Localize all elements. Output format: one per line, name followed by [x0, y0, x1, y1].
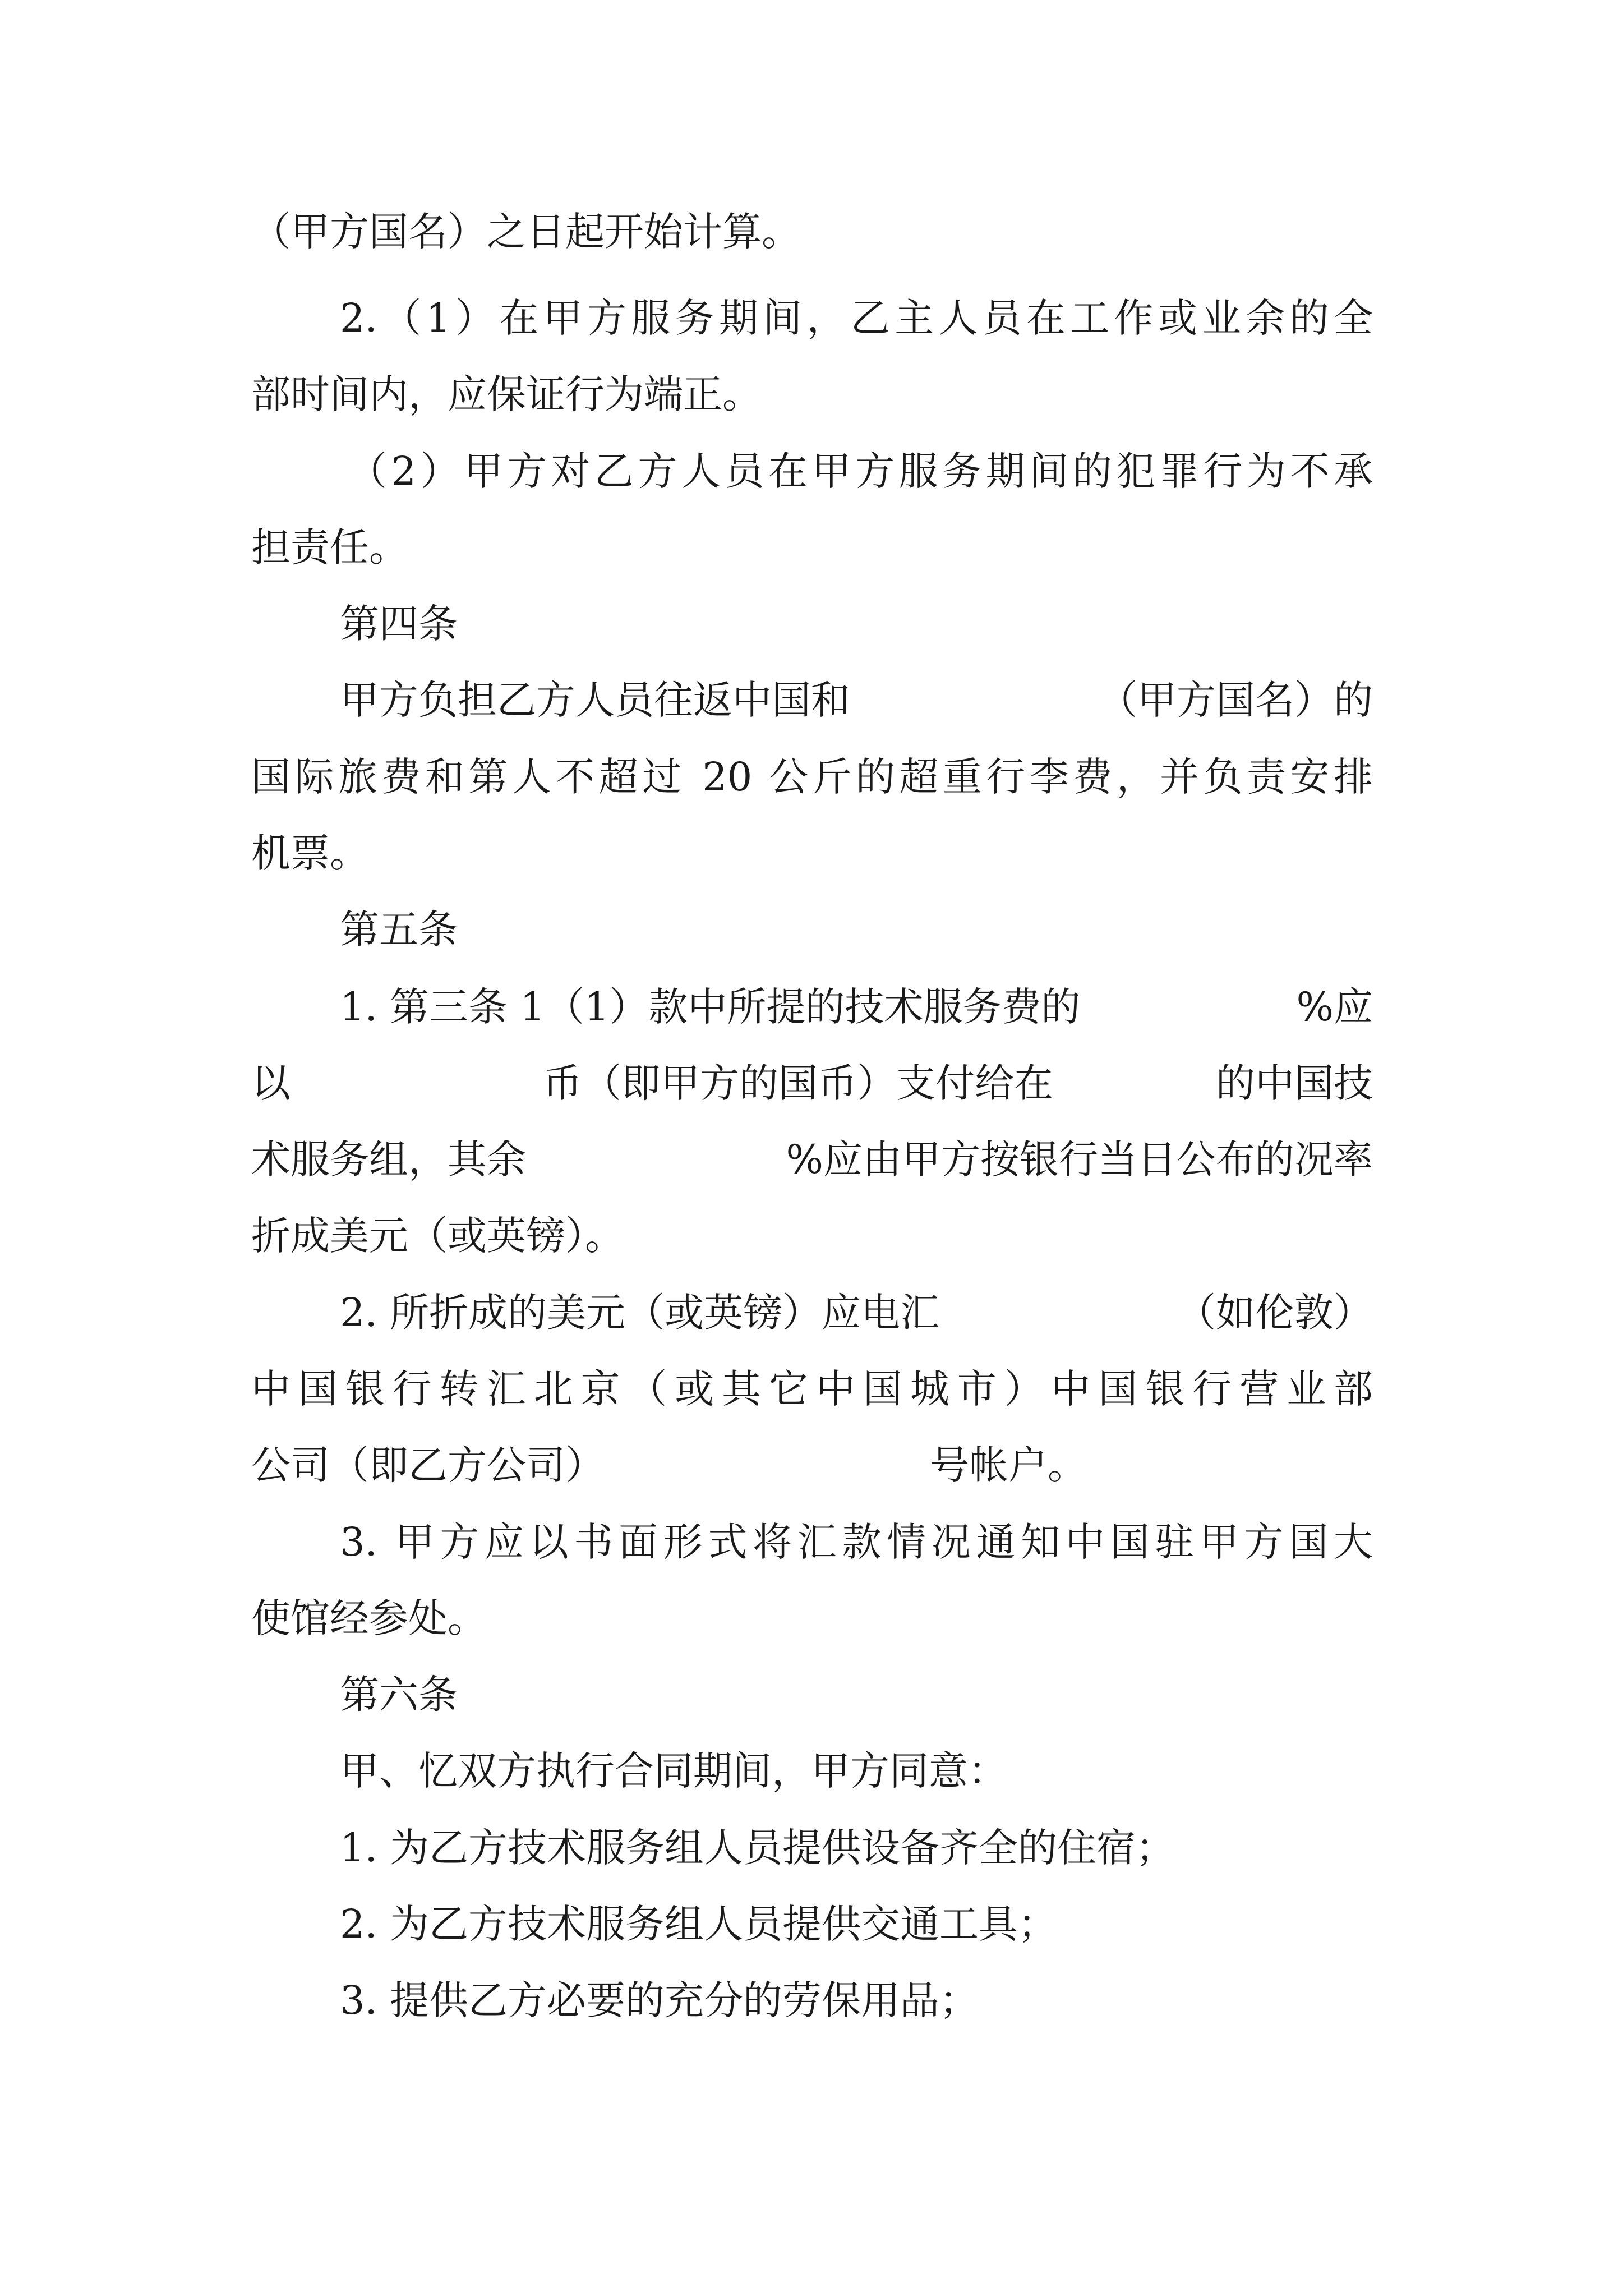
- list-item: 3. 提供乙方必要的充分的劳保用品；: [340, 1977, 979, 2023]
- text-line: 国际旅费和第人不超过 20 公斤的超重行李费，并负责安排: [251, 754, 1373, 800]
- text-line: 3. 甲方应以书面形式将汇款情况通知中国驻甲方国大: [340, 1519, 1373, 1565]
- section-heading: 第六条: [340, 1672, 458, 1718]
- text-line: 甲、忆双方执行合同期间，甲方同意：: [340, 1748, 1007, 1794]
- text-line: [251, 1058, 1373, 1108]
- text-segment: （甲方国名）的: [1098, 677, 1373, 723]
- text-line: [340, 675, 1373, 725]
- text-line: [251, 1134, 1373, 1185]
- text-line: 担责任。: [251, 524, 408, 570]
- text-line: [340, 982, 1373, 1032]
- text-segment: 2. 所折成的美元（或英镑）应电汇: [340, 1290, 940, 1336]
- text-segment: （如伦敦）: [1177, 1290, 1373, 1336]
- text-line: 2.（1）在甲方服务期间，乙主人员在工作或业余的全: [340, 295, 1373, 341]
- text-line: 使馆经参处。: [251, 1595, 487, 1641]
- text-line: 折成美元（或英镑）。: [251, 1213, 624, 1259]
- list-item: 1. 为乙方技术服务组人员提供设备齐全的住宿；: [340, 1825, 1175, 1871]
- text-segment: %应: [1296, 984, 1373, 1030]
- text-line: 部时间内，应保证行为端正。: [251, 371, 762, 417]
- text-line: （甲方国名）之日起开始计算。: [251, 209, 801, 255]
- text-segment: 以: [251, 1060, 291, 1106]
- section-heading: 第五条: [340, 907, 458, 953]
- text-segment: 甲方负担乙方人员往返中国和: [340, 677, 850, 723]
- text-line: [251, 1440, 1373, 1490]
- section-heading: 第四条: [340, 601, 458, 647]
- text-segment: 术服务组，其余: [251, 1137, 526, 1182]
- text-segment: 的中国技: [1216, 1060, 1373, 1106]
- text-segment: 1. 第三条 1（1）款中所提的技术服务费的: [340, 984, 1081, 1030]
- text-segment: 号帐户。: [930, 1442, 1087, 1488]
- text-segment: 币（即甲方的国币）支付给在: [543, 1060, 1053, 1106]
- text-segment: %应由甲方按银行当日公布的况率: [786, 1137, 1373, 1182]
- list-item: 2. 为乙方技术服务组人员提供交通工具；: [340, 1901, 1058, 1947]
- text-line: [340, 1287, 1373, 1338]
- text-segment: 公司（即乙方公司）: [251, 1442, 605, 1488]
- text-line: 中国银行转汇北京（或其它中国城市）中国银行营业部: [251, 1366, 1373, 1412]
- text-line: 机票。: [251, 830, 369, 876]
- text-line: （2）甲方对乙方人员在甲方服务期间的犯罪行为不承: [348, 448, 1373, 494]
